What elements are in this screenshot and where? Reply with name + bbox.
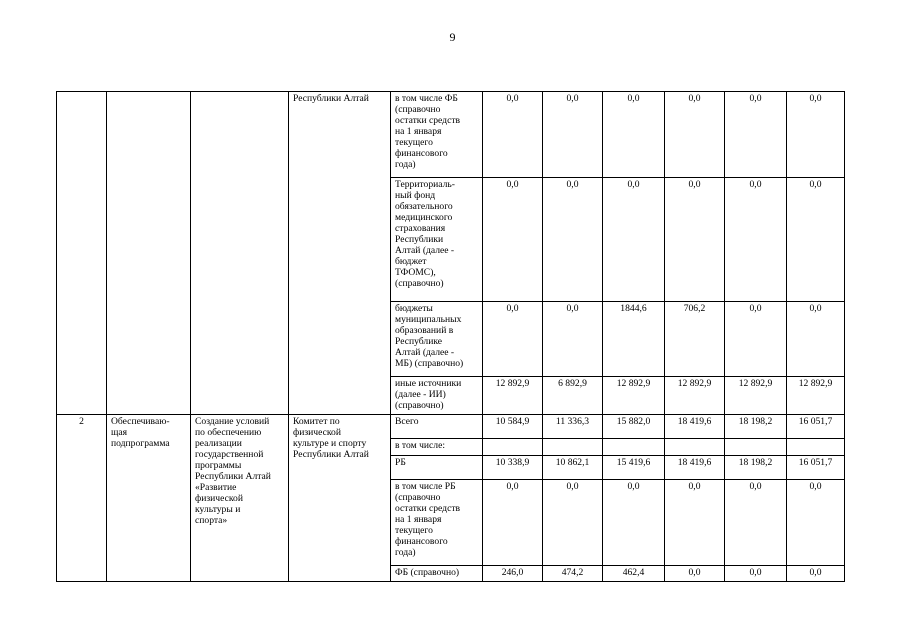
value-cell: 0,0 (665, 178, 725, 302)
value-cell: 0,0 (483, 480, 543, 566)
source-cell (391, 415, 483, 439)
value-cell: 246,0 (483, 566, 543, 582)
value-cell: 11 336,3 (543, 415, 603, 439)
value-cell: 0,0 (725, 92, 787, 178)
value-cell: 12 892,9 (665, 377, 725, 415)
source-cell (391, 92, 483, 178)
value-cell: 0,0 (787, 178, 845, 302)
program-name-cell (191, 92, 289, 415)
source-text: в том числе ФБ (справочно остатки средств на 1 января текущего финансового года) (395, 93, 461, 170)
source-text: Всего (395, 416, 419, 427)
row-number: 2 (79, 416, 84, 427)
table-row (57, 92, 845, 178)
source-text: иные источники (далее - ИИ) (справочно) (395, 378, 462, 411)
program-type-text: Обеспечиваю- щая подпрограмма (111, 416, 170, 449)
value-cell: 0,0 (603, 178, 665, 302)
source-cell (391, 439, 483, 456)
value-cell: 0,0 (483, 92, 543, 178)
value-cell: 0,0 (603, 92, 665, 178)
source-text: в том числе РБ (справочно остатки средств на 1 января текущего финансового года) (395, 481, 461, 558)
source-text: в том числе: (395, 440, 446, 451)
value-cell (725, 439, 787, 456)
source-cell (391, 456, 483, 480)
value-cell: 0,0 (787, 566, 845, 582)
value-cell: 0,0 (725, 480, 787, 566)
source-cell (391, 178, 483, 302)
value-cell: 10 338,9 (483, 456, 543, 480)
table-row (57, 415, 845, 439)
value-cell: 16 051,7 (787, 415, 845, 439)
value-cell (603, 439, 665, 456)
source-text: Территориаль- ный фонд обязательного медицинского страхования Республики Алтай (далее - бюджет ТФОМС), (справочно) (395, 179, 455, 289)
value-cell: 18 419,6 (665, 415, 725, 439)
source-text: бюджеты муниципальных образований в Республике Алтай (далее - МБ) (справочно) (395, 303, 464, 369)
page-number: 9 (449, 30, 456, 44)
program-type-cell (107, 92, 191, 415)
value-cell: 12 892,9 (603, 377, 665, 415)
value-cell: 0,0 (787, 302, 845, 377)
source-cell (391, 480, 483, 566)
value-cell: 462,4 (603, 566, 665, 582)
source-cell (391, 566, 483, 582)
value-cell: 0,0 (787, 480, 845, 566)
value-cell: 18 198,2 (725, 456, 787, 480)
executor-cell (289, 92, 391, 415)
value-cell: 18 419,6 (665, 456, 725, 480)
value-cell: 0,0 (725, 302, 787, 377)
source-text: ФБ (справочно) (395, 567, 460, 578)
value-cell: 706,2 (665, 302, 725, 377)
value-cell: 474,2 (543, 566, 603, 582)
value-cell: 15 882,0 (603, 415, 665, 439)
value-cell: 0,0 (543, 92, 603, 178)
source-cell (391, 377, 483, 415)
value-cell: 0,0 (725, 178, 787, 302)
program-name-text: Создание условий по обеспечению реализации государственной программы Республики Алтай «Развитие физической культуры и спорта» (195, 416, 271, 526)
executor-cell (289, 415, 391, 582)
value-cell: 12 892,9 (483, 377, 543, 415)
value-cell: 0,0 (543, 480, 603, 566)
value-cell: 16 051,7 (787, 456, 845, 480)
value-cell: 1844,6 (603, 302, 665, 377)
value-cell (665, 439, 725, 456)
value-cell: 0,0 (483, 178, 543, 302)
value-cell: 12 892,9 (787, 377, 845, 415)
value-cell: 0,0 (787, 92, 845, 178)
value-cell: 10 584,9 (483, 415, 543, 439)
value-cell: 0,0 (665, 92, 725, 178)
value-cell: 0,0 (725, 566, 787, 582)
value-cell: 18 198,2 (725, 415, 787, 439)
executor-text: Республики Алтай (293, 93, 369, 104)
value-cell: 0,0 (665, 480, 725, 566)
number-cell (57, 92, 107, 415)
value-cell: 0,0 (603, 480, 665, 566)
value-cell: 0,0 (543, 302, 603, 377)
value-cell: 6 892,9 (543, 377, 603, 415)
value-cell: 15 419,6 (603, 456, 665, 480)
value-cell: 0,0 (543, 178, 603, 302)
program-name-cell (191, 415, 289, 582)
value-cell: 0,0 (665, 566, 725, 582)
executor-text: Комитет по физической культуре и спорту Республики Алтай (293, 416, 369, 460)
number-cell (57, 415, 107, 582)
value-cell: 10 862,1 (543, 456, 603, 480)
value-cell: 12 892,9 (725, 377, 787, 415)
source-cell (391, 302, 483, 377)
source-text: РБ (395, 457, 406, 468)
value-cell (543, 439, 603, 456)
value-cell: 0,0 (483, 302, 543, 377)
value-cell (483, 439, 543, 456)
budget-table (56, 91, 845, 582)
program-type-cell (107, 415, 191, 582)
value-cell (787, 439, 845, 456)
